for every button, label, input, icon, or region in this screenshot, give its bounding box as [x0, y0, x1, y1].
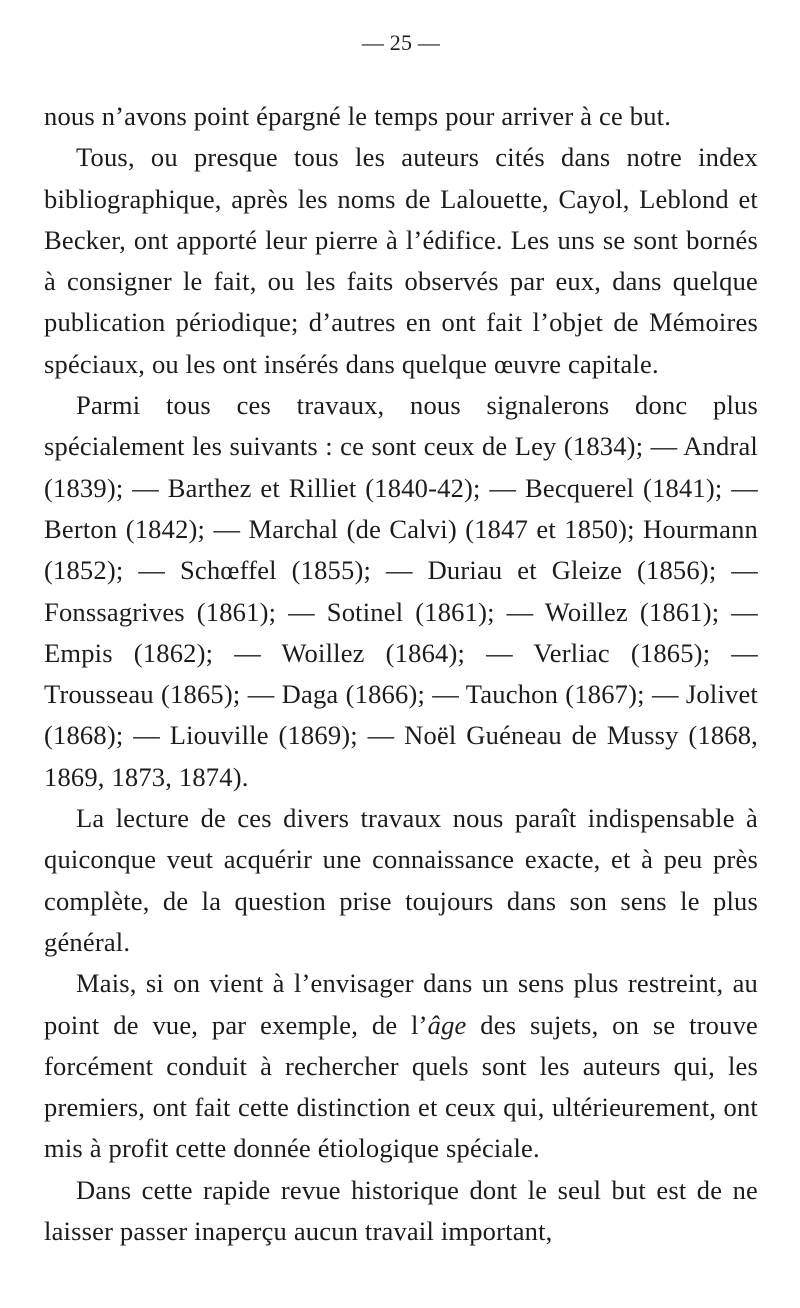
paragraph-5-italic-age: âge	[427, 1009, 467, 1040]
paragraph-2: Tous, ou presque tous les auteurs cités dans notre index bibliographique, après les noms de Lalouette, Cayol, Leblond et Becker, ont apporté leur pierre à l’édifice. Les uns se sont bornés à consigner le fait, ou les faits observés par eux, dans quelque publication périodique; d’autres en ont fait l’objet de Mémoires spéciaux, ou les ont insérés dans quelque œuvre capitale.	[44, 142, 758, 379]
page-number: — 25 —	[361, 30, 441, 55]
paragraph-6: Dans cette rapide revue historique dont le seul but est de ne laisser passer inaperçu aucun travail important,	[44, 1174, 758, 1247]
paragraph-5	[44, 963, 758, 1169]
paragraph-1: nous n’avons point épargné le temps pour arriver à ce but.	[44, 101, 672, 131]
paragraph-5-before: Mais, si on vient à l’envisager dans un sens plus restreint, au point de vue, par exemple, de l’	[44, 968, 758, 1040]
paragraph-4: La lecture de ces divers travaux nous paraît indispensable à quiconque veut acquérir une connaissance exacte, et à peu près complète, de la question prise toujours dans son sens le plus général.	[44, 803, 758, 957]
paragraph-5-after: des sujets, on se trouve forcément conduit à rechercher quels sont les auteurs qui, les premiers, ont fait cette distinction et ceux qui, ultérieurement, ont mis à profit cette donnée étiologique spéciale.	[44, 1009, 758, 1164]
paragraph-3: Parmi tous ces travaux, nous signalerons donc plus spécialement les suivants : ce sont ceux de Ley (1834); — Andral (1839); — Barthez et Rilliet (1840-42); — Becquerel (1841); — Berton (1842); — Marchal (de Calvi) (1847 et 1850); Hourmann (1852); — Schœffel (1855); — Duriau et Gleize (1856); — Fonssagrives (1861); — Sotinel (1861); — Woillez (1861); — Empis (1862); — Woillez (1864); — Verliac (1865); — Trousseau (1865); — Daga (1866); — Tauchon (1867); — Jolivet (1868); — Liouville (1869); — Noël Guéneau de Mussy (1868, 1869, 1873, 1874).	[44, 390, 758, 792]
